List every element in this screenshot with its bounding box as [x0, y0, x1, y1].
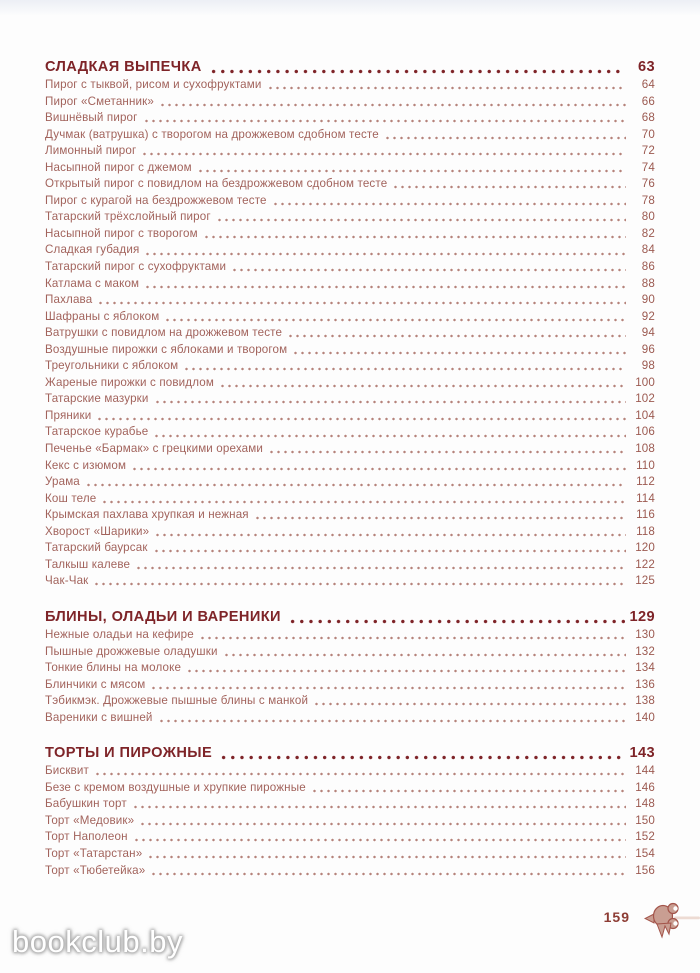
- entry-page-number: 92: [641, 309, 655, 323]
- entry-title: Кекс с изюмом: [45, 458, 127, 472]
- dot-leader: [288, 619, 625, 624]
- dot-leader: [158, 719, 626, 723]
- dot-leader: [154, 400, 626, 404]
- toc-entry: [45, 458, 655, 475]
- entry-title: Бисквит: [45, 764, 89, 778]
- dot-leader: [313, 702, 626, 706]
- entry-page-number: 136: [635, 677, 655, 691]
- entry-title: Треугольники с яблоком: [45, 359, 179, 373]
- entry-page-number: 74: [641, 160, 655, 174]
- dot-leader: [164, 318, 626, 322]
- entry-page-number: 102: [635, 392, 655, 406]
- toc-entry: [45, 424, 655, 441]
- toc-entry: [45, 309, 655, 326]
- dot-leader: [292, 351, 626, 355]
- toc-section-header: [45, 608, 655, 627]
- dot-leader: [94, 772, 626, 776]
- entry-page-number: 140: [635, 710, 655, 724]
- entry-page-number: 118: [636, 524, 655, 538]
- dot-leader: [154, 533, 626, 537]
- dot-leader: [384, 136, 626, 140]
- toc-entry: [45, 358, 655, 375]
- entry-title: Насыпной пирог с джемом: [45, 160, 192, 174]
- toc-entry: [45, 441, 655, 458]
- entry-title: Бабушкин торт: [45, 797, 127, 811]
- dot-leader: [85, 483, 626, 487]
- toc-entry: [45, 813, 655, 830]
- dot-leader: [101, 500, 626, 504]
- toc-entry: [45, 627, 655, 644]
- entry-title: Катлама с маком: [45, 276, 140, 290]
- entry-page-number: 70: [641, 127, 655, 141]
- toc-entry: [45, 540, 655, 557]
- toc-entry: [45, 143, 655, 160]
- entry-page-number: 76: [641, 177, 655, 191]
- toc-entry: [45, 557, 655, 574]
- entry-title: Безе с кремом воздушные и хрупкие пирожные: [45, 780, 306, 794]
- entry-page-number: 122: [635, 557, 655, 571]
- toc-entry: [45, 160, 655, 177]
- dot-leader: [150, 872, 626, 876]
- entry-title: Кош теле: [45, 491, 97, 505]
- entry-title: Вареники с вишней: [45, 710, 153, 724]
- toc-section-header: [45, 744, 655, 763]
- section-page-number: 129: [629, 608, 655, 625]
- entry-page-number: 100: [635, 375, 655, 389]
- entry-page-number: 82: [641, 226, 655, 240]
- entry-title: Пряники: [45, 408, 92, 422]
- dot-leader: [141, 152, 626, 156]
- entry-title: Пирог с курагой на бездрожжевом тесте: [45, 193, 267, 207]
- toc-entry: [45, 677, 655, 694]
- dot-leader: [203, 235, 626, 239]
- entry-page-number: 156: [635, 863, 655, 877]
- toc-entry: [45, 710, 655, 727]
- entry-title: Сладкая губадия: [45, 243, 140, 257]
- entry-title: Блинчики с мясом: [45, 677, 146, 691]
- dot-leader: [216, 218, 626, 222]
- section-page-number: 143: [629, 745, 655, 762]
- entry-title: Тонкие блины на молоке: [45, 661, 182, 675]
- dot-leader: [139, 822, 626, 826]
- entry-title: Печенье «Бармак» с грецкими орехами: [45, 442, 264, 456]
- dot-leader: [219, 755, 625, 760]
- entry-title: Пирог с тыквой, рисом и сухофруктами: [45, 78, 262, 91]
- entry-title: Торт «Тюбетейка»: [45, 863, 146, 877]
- dot-leader: [133, 838, 626, 842]
- entry-page-number: 88: [641, 276, 655, 290]
- entry-title: Дучмак (ватрушка) с творогом на дрожжевом сдобном тесте: [45, 127, 379, 141]
- dot-leader: [272, 202, 626, 206]
- dot-leader: [392, 185, 626, 189]
- entry-page-number: 80: [641, 210, 655, 224]
- entry-title: Татарский пирог с сухофруктами: [45, 260, 227, 274]
- toc-entry: [45, 524, 655, 541]
- entry-title: Шафраны с яблоком: [45, 309, 160, 323]
- toc-entry: [45, 259, 655, 276]
- entry-title: Татарский трёхслойный пирог: [45, 210, 211, 224]
- entry-title: Татарские мазурки: [45, 392, 149, 406]
- dot-leader: [143, 119, 626, 123]
- entry-title: Пирог «Сметанник»: [45, 94, 154, 108]
- entry-page-number: 134: [635, 661, 655, 675]
- entry-page-number: 68: [641, 111, 655, 125]
- toc-entry: [45, 242, 655, 259]
- dot-leader: [268, 450, 626, 454]
- entry-page-number: 64: [641, 78, 655, 91]
- section-title: ТОРТЫ И ПИРОЖНЫЕ: [45, 745, 213, 762]
- toc-entry: [45, 763, 655, 780]
- dot-leader: [132, 805, 626, 809]
- entry-title: Ватрушки с повидлом на дрожжевом тесте: [45, 326, 283, 340]
- entry-title: Тэбикмэк. Дрожжевые пышные блины с манкой: [45, 694, 309, 708]
- toc-entry: [45, 226, 655, 243]
- toc-entry: [45, 176, 655, 193]
- entry-title: Пышные дрожжевые оладушки: [45, 644, 218, 658]
- entry-page-number: 114: [636, 491, 655, 505]
- toc-entry: [45, 796, 655, 813]
- entry-page-number: 94: [641, 326, 655, 340]
- toc-entry: [45, 375, 655, 392]
- toc-entry: [45, 660, 655, 677]
- dot-leader: [135, 566, 626, 570]
- dot-leader: [183, 367, 626, 371]
- entry-title: Торт «Медовик»: [45, 813, 135, 827]
- dot-leader: [209, 69, 625, 74]
- toc-entry: [45, 209, 655, 226]
- entry-title: Насыпной пирог с творогом: [45, 226, 198, 240]
- dot-leader: [96, 417, 626, 421]
- toc-entry: [45, 491, 655, 508]
- entry-page-number: 108: [635, 442, 655, 456]
- toc-entry: [45, 325, 655, 342]
- toc-entry: [45, 829, 655, 846]
- toc-entry: [45, 193, 655, 210]
- toc-section-header: [45, 58, 655, 77]
- toc-entry: [45, 110, 655, 127]
- section-title: СЛАДКАЯ ВЫПЕЧКА: [45, 59, 202, 75]
- entry-page-number: 154: [635, 846, 655, 860]
- entry-title: Урама: [45, 475, 80, 489]
- dot-leader: [97, 301, 626, 305]
- dot-leader: [153, 434, 626, 438]
- dot-leader: [199, 636, 626, 640]
- dot-leader: [197, 169, 626, 173]
- entry-page-number: 104: [635, 408, 655, 422]
- dot-leader: [144, 252, 626, 256]
- entry-page-number: 125: [635, 574, 655, 588]
- page-edge-ornament-icon: [644, 897, 700, 943]
- entry-page-number: 120: [635, 541, 655, 555]
- dot-leader: [93, 582, 626, 586]
- toc-entry: [45, 846, 655, 863]
- entry-title: Жареные пирожки с повидлом: [45, 375, 214, 389]
- dot-leader: [223, 653, 626, 657]
- entry-title: Чак-Чак: [45, 574, 89, 588]
- table-of-contents: [45, 58, 655, 879]
- entry-page-number: 106: [635, 425, 655, 439]
- dot-leader: [153, 549, 626, 553]
- entry-title: Воздушные пирожки с яблоками и творогом: [45, 342, 288, 356]
- entry-title: Татарское курабье: [45, 425, 149, 439]
- dot-leader: [287, 334, 626, 338]
- entry-page-number: 112: [636, 475, 655, 489]
- entry-page-number: 96: [641, 342, 655, 356]
- entry-title: Пахлава: [45, 293, 93, 307]
- entry-page-number: 144: [635, 764, 655, 778]
- dot-leader: [144, 285, 626, 289]
- toc-entry: [45, 644, 655, 661]
- toc-entry: [45, 780, 655, 797]
- entry-page-number: 90: [641, 293, 655, 307]
- toc-entry: [45, 474, 655, 491]
- entry-title: Хворост «Шарики»: [45, 524, 150, 538]
- dot-leader: [254, 516, 626, 520]
- dot-leader: [267, 86, 626, 90]
- entry-page-number: 110: [636, 458, 655, 472]
- entry-page-number: 66: [641, 94, 655, 108]
- entry-page-number: 152: [635, 830, 655, 844]
- dot-leader: [159, 103, 626, 107]
- dot-leader: [186, 669, 626, 673]
- entry-page-number: 132: [635, 644, 655, 658]
- entry-page-number: 116: [636, 508, 655, 522]
- entry-title: Талкыш калеве: [45, 557, 131, 571]
- entry-page-number: 72: [641, 144, 655, 158]
- entry-page-number: 130: [635, 627, 655, 641]
- dot-leader: [311, 789, 626, 793]
- entry-title: Татарский баурсак: [45, 541, 148, 555]
- entry-page-number: 146: [635, 780, 655, 794]
- toc-entry: [45, 573, 655, 590]
- entry-title: Лимонный пирог: [45, 144, 137, 158]
- entry-title: Вишнёвый пирог: [45, 111, 138, 125]
- entry-page-number: 138: [635, 694, 655, 708]
- toc-entry: [45, 693, 655, 710]
- entry-page-number: 84: [641, 243, 655, 257]
- toc-entry: [45, 408, 655, 425]
- toc-entry: [45, 276, 655, 293]
- dot-leader: [231, 268, 626, 272]
- dot-leader: [131, 467, 626, 471]
- toc-entry: [45, 77, 655, 94]
- section-page-number: 63: [637, 59, 655, 75]
- entry-title: Торт «Татарстан»: [45, 846, 143, 860]
- dot-leader: [219, 384, 626, 388]
- entry-page-number: 86: [641, 260, 655, 274]
- toc-entry: [45, 507, 655, 524]
- section-title: БЛИНЫ, ОЛАДЬИ И ВАРЕНИКИ: [45, 608, 281, 625]
- entry-page-number: 150: [635, 813, 655, 827]
- entry-page-number: 98: [641, 359, 655, 373]
- entry-title: Крымская пахлава хрупкая и нежная: [45, 508, 249, 522]
- bookclub-watermark: bookclub.by: [12, 924, 183, 959]
- dot-leader: [150, 686, 626, 690]
- toc-entry: [45, 342, 655, 359]
- toc-entry: [45, 127, 655, 144]
- toc-entry: [45, 391, 655, 408]
- footer-page-number: 159: [603, 909, 630, 925]
- entry-title: Нежные оладьи на кефире: [45, 627, 194, 641]
- toc-entry: [45, 292, 655, 309]
- toc-entry: [45, 94, 655, 111]
- toc-entry: [45, 863, 655, 880]
- entry-title: Торт Наполеон: [45, 830, 128, 844]
- entry-page-number: 78: [641, 193, 655, 207]
- entry-page-number: 148: [635, 797, 655, 811]
- entry-title: Открытый пирог с повидлом на бездрожжевом сдобном тесте: [45, 177, 388, 191]
- dot-leader: [147, 855, 626, 859]
